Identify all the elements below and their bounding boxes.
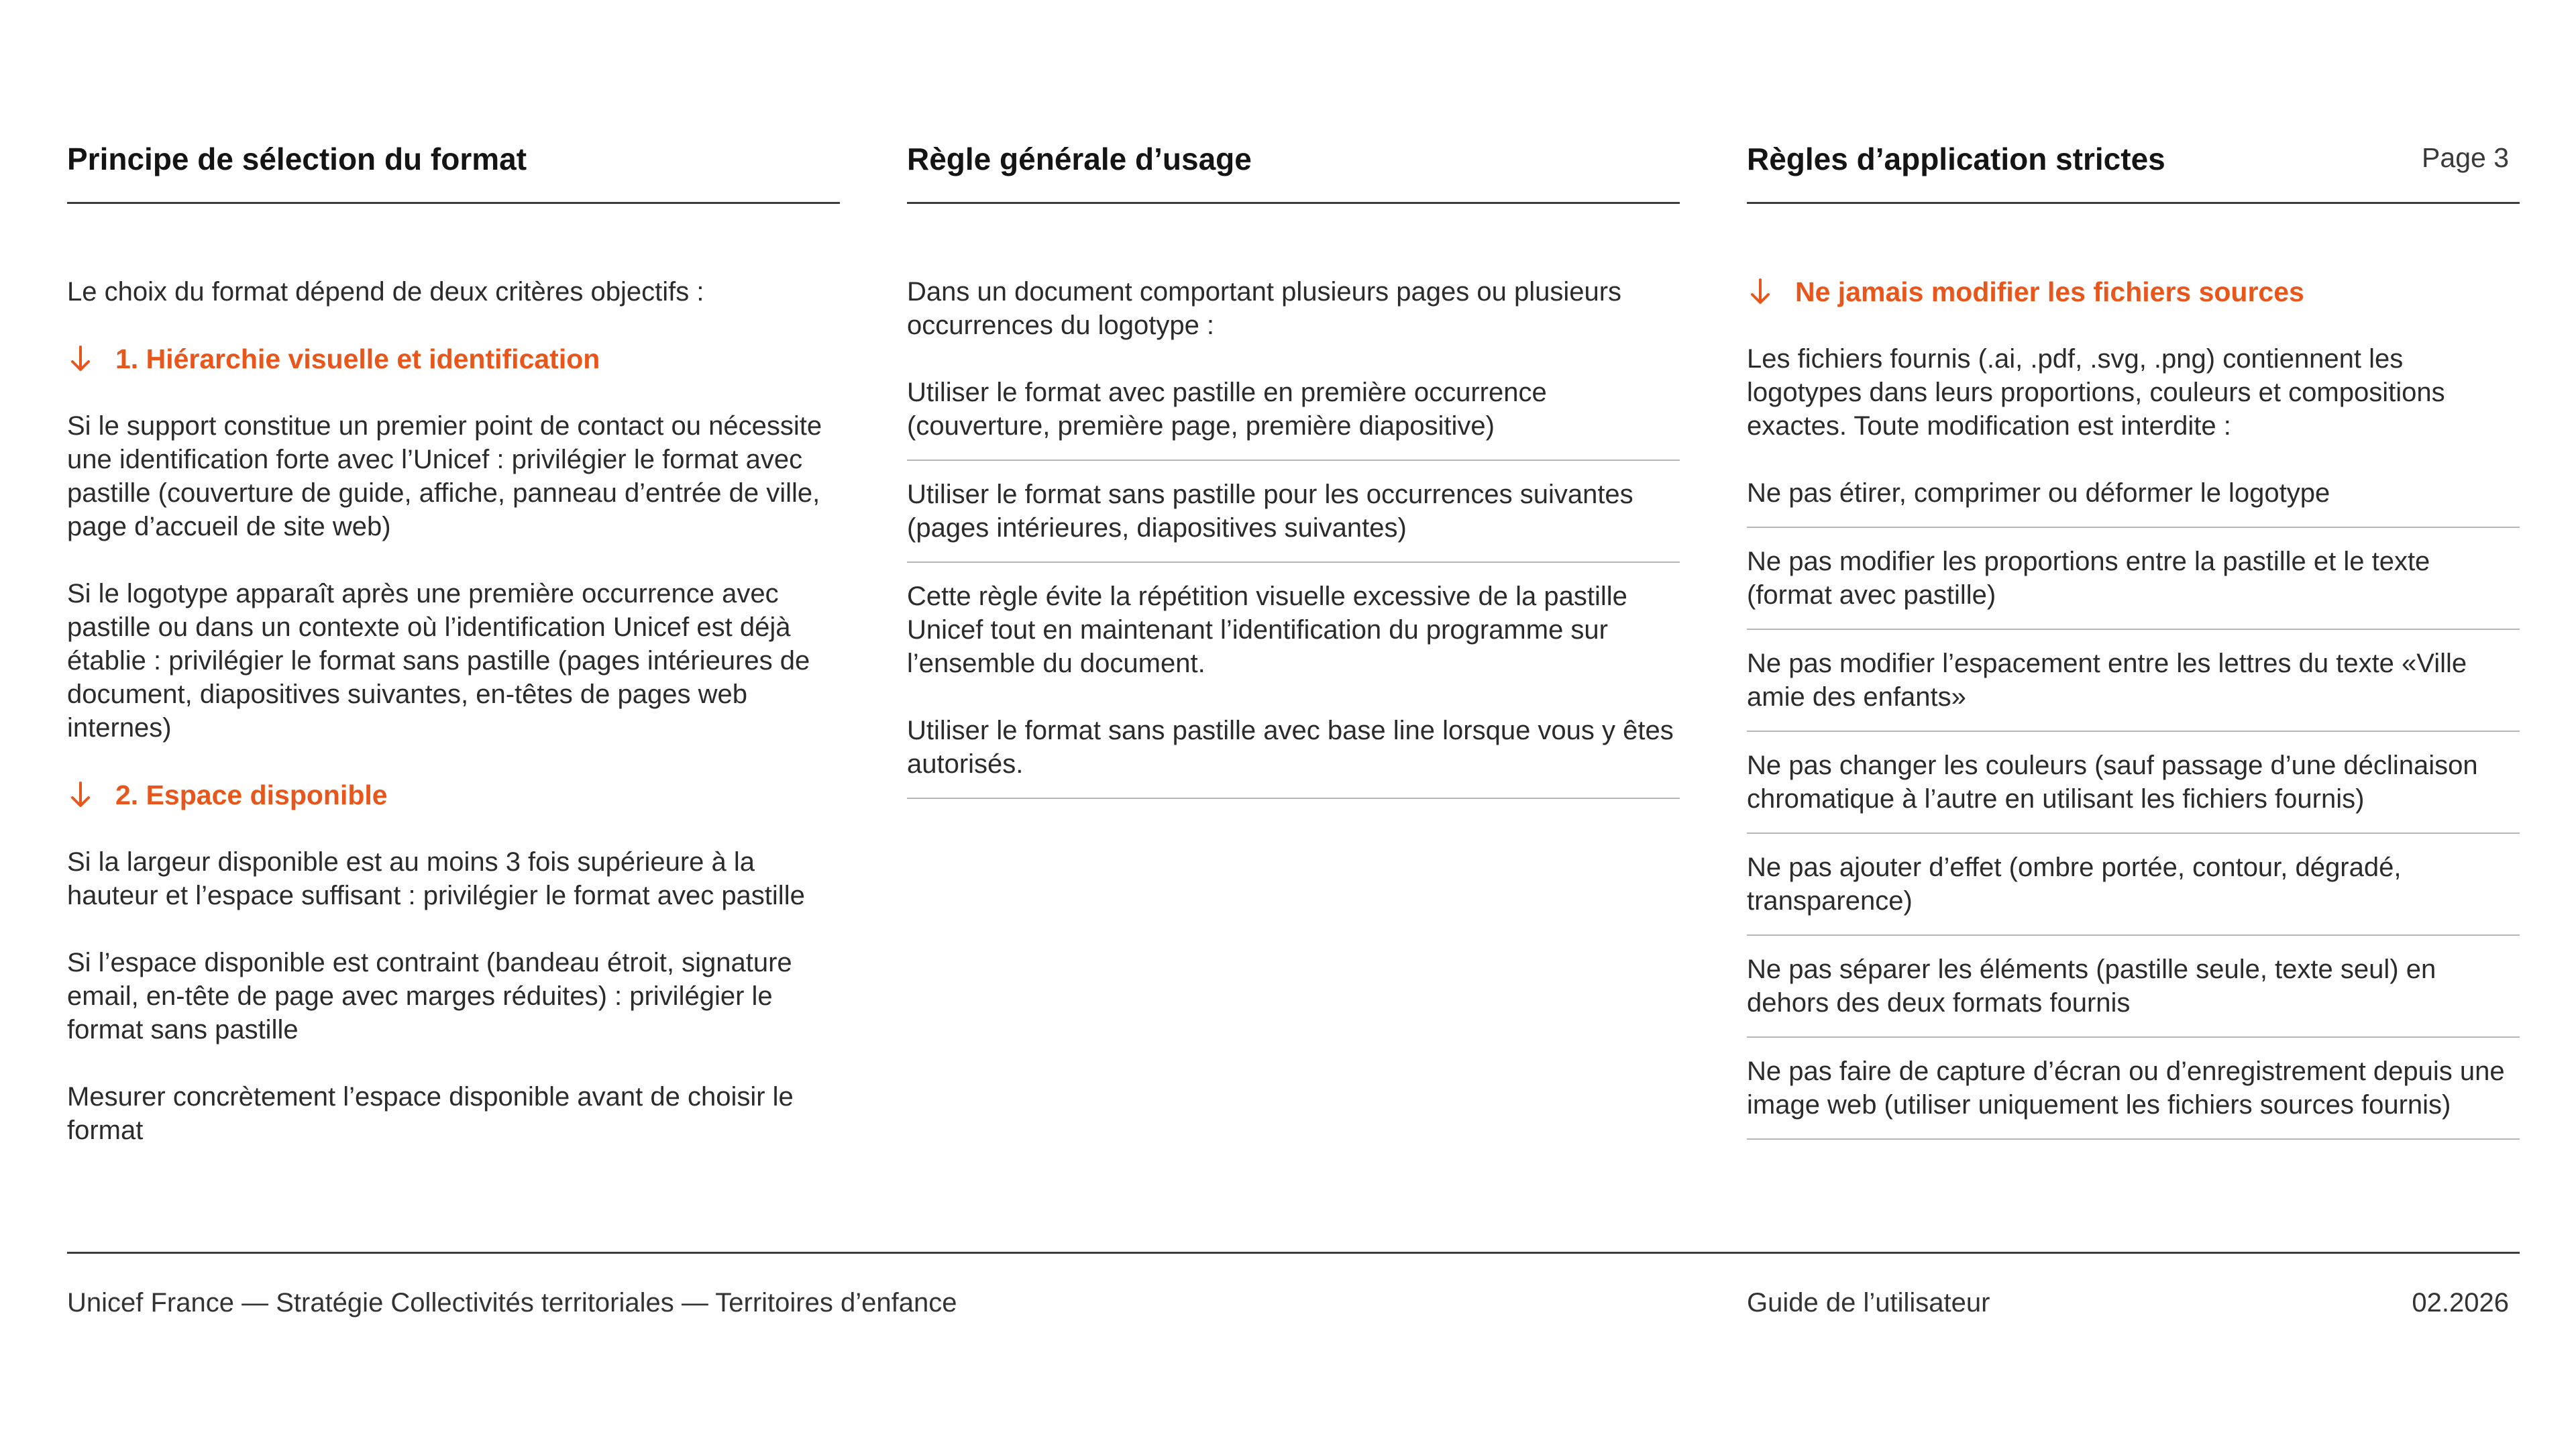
criterion-paragraph: Mesurer concrètement l’espace disponible avant de choisir le format	[67, 1082, 794, 1145]
column-title-rule	[907, 202, 1680, 204]
page-number: Page 3	[2422, 142, 2509, 173]
column-title: Règles d’application strictes	[1747, 142, 2165, 176]
list-item: Ne pas étirer, comprimer ou déformer le logotype	[1747, 476, 2520, 528]
column-title: Principe de sélection du format	[67, 142, 527, 176]
footer-date: 02.2026	[2412, 1288, 2509, 1318]
intro-paragraph: Dans un document comportant plusieurs pages ou plusieurs occurrences du logotype :	[907, 277, 1622, 340]
column-body	[67, 275, 840, 1147]
list-item: Utiliser le format sans pastille pour les occurrences suivantes (pages intérieures, diapositives suivantes)	[907, 478, 1680, 563]
arrow-down-icon	[67, 344, 94, 374]
criterion-paragraph: Si l’espace disponible est contraint (bandeau étroit, signature email, en-tête de page avec marges réduites) : privilégier le format sans pastille	[67, 948, 792, 1044]
list-item: Ne pas modifier l’espacement entre les lettres du texte «Ville amie des enfants»	[1747, 647, 2520, 732]
arrow-down-icon	[1747, 277, 1774, 307]
criterion-paragraph: Si le logotype apparaît après une première occurrence avec pastille ou dans un contexte où l’identification Unicef est déjà établie : privilégier le format sans pastille (pages intérieures de document, diapositives suivantes, en-têtes de pages web internes)	[67, 579, 810, 743]
list-item: Ne pas ajouter d’effet (ombre portée, contour, dégradé, transparence)	[1747, 851, 2520, 936]
column-title-rule	[67, 202, 840, 204]
criterion-heading	[67, 778, 840, 812]
column-body	[1747, 275, 2520, 1157]
list-item: Ne pas modifier les proportions entre la pastille et le texte (format avec pastille)	[1747, 545, 2520, 630]
list-item: Ne pas séparer les éléments (pastille seule, texte seul) en dehors des deux formats fournis	[1747, 953, 2520, 1038]
strict-rule-list	[1747, 476, 2520, 1140]
intro-paragraph: Les fichiers fournis (.ai, .pdf, .svg, .png) contiennent les logotypes dans leurs proportions, couleurs et compositions exactes. Toute modification est interdite :	[1747, 344, 2445, 441]
column-title-rule	[1747, 202, 2520, 204]
intro-paragraph: Le choix du format dépend de deux critères objectifs :	[67, 277, 704, 307]
list-item: Cette règle évite la répétition visuelle excessive de la pastille Unicef tout en maintenant l’identification du programme sur l’ensemble du document.	[907, 582, 1627, 678]
arrow-down-icon	[67, 780, 94, 810]
criterion-paragraph: Si le support constitue un premier point de contact ou nécessite une identification forte avec l’Unicef : privilégier le format avec pastille (couverture de guide, affiche, panneau d’entrée de ville, page d’accueil de site web)	[67, 411, 822, 541]
list-item: Utiliser le format sans pastille avec base line lorsque vous y êtes autorisés.	[907, 714, 1680, 799]
general-rule-list	[907, 376, 1680, 799]
column-title: Règle générale d’usage	[907, 142, 1252, 176]
criterion-heading	[67, 342, 840, 376]
criterion-heading-label: 1. Hiérarchie visuelle et identification	[115, 343, 600, 374]
criterion-heading-label: 2. Espace disponible	[115, 780, 388, 810]
footer-document-title: Guide de l’utilisateur	[1747, 1288, 1990, 1318]
footer-publisher: Unicef France — Stratégie Collectivités territoriales — Territoires d’enfance	[67, 1288, 957, 1318]
list-item: Ne pas faire de capture d’écran ou d’enregistrement depuis une image web (utiliser uniquement les fichiers sources fournis)	[1747, 1055, 2520, 1140]
list-item: Ne pas changer les couleurs (sauf passage d’une déclinaison chromatique à l’autre en utilisant les fichiers fournis)	[1747, 749, 2520, 834]
criterion-paragraph: Si la largeur disponible est au moins 3 fois supérieure à la hauteur et l’espace suffisant : privilégier le format avec pastille	[67, 847, 805, 910]
strict-rules-heading	[1747, 275, 2520, 309]
footer-rule	[67, 1252, 2520, 1254]
strict-rules-heading-label: Ne jamais modifier les fichiers sources	[1795, 276, 2304, 307]
list-item: Utiliser le format avec pastille en première occurrence (couverture, première page, première diapositive)	[907, 376, 1680, 461]
column-body	[907, 275, 1680, 816]
